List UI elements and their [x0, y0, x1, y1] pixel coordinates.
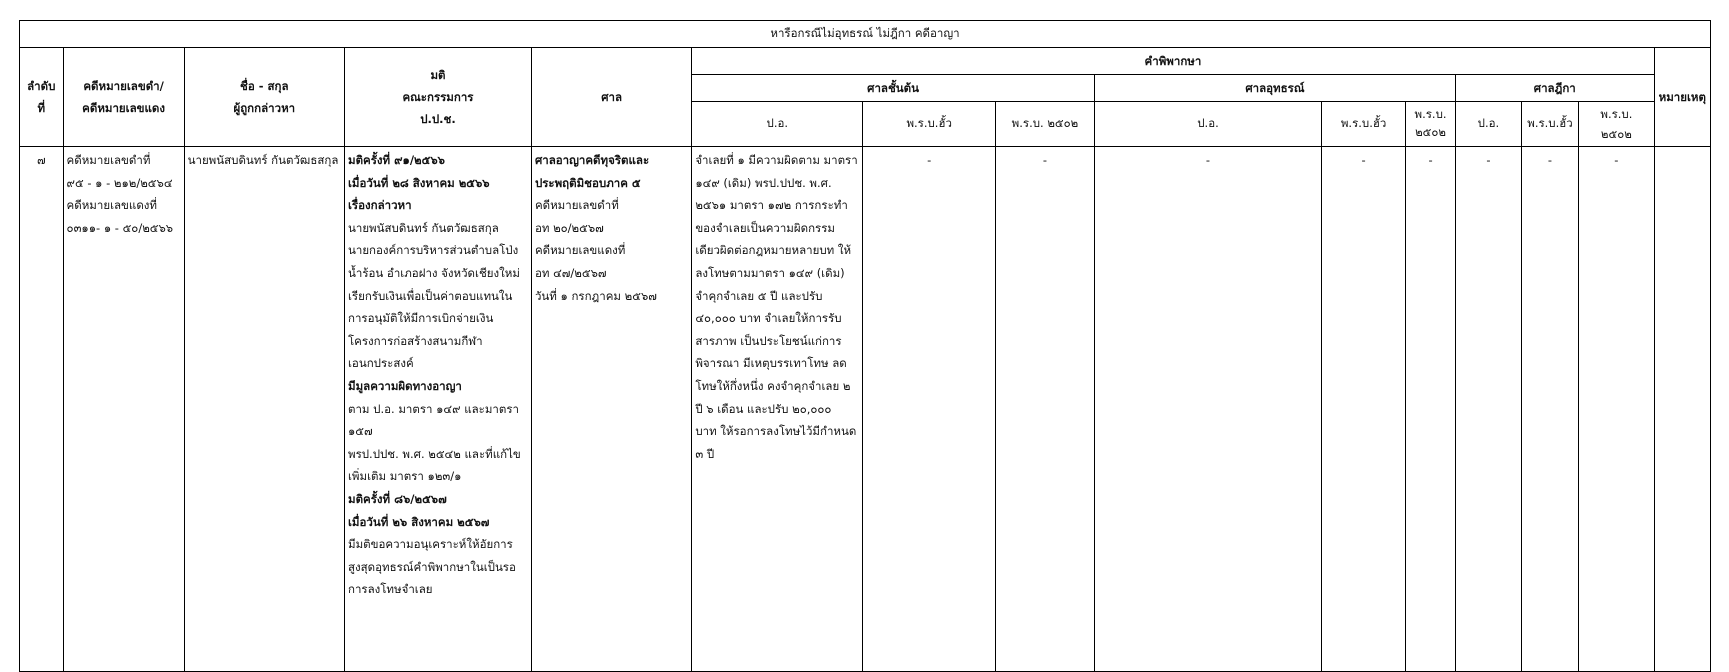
table-caption: หารือกรณีไม่อุทธรณ์ ไม่ฎีกา คดีอาญา [20, 21, 1711, 48]
row-first-2502: - [996, 147, 1095, 672]
header-court-first: ศาลชั้นต้น [692, 75, 1095, 102]
row-remarks [1654, 147, 1710, 672]
row-supreme-old: - [1521, 147, 1578, 672]
row-first-old: - [863, 147, 996, 672]
header-remarks: หมายเหตุ [1654, 48, 1710, 147]
row-supreme-2502: - [1579, 147, 1654, 672]
row-supreme-criminal: - [1455, 147, 1521, 672]
row-appeal-old: - [1322, 147, 1406, 672]
header-case-number: คดีหมายเลขดำ/ คดีหมายเลขแดง [63, 48, 184, 147]
header-court: ศาล [531, 48, 691, 147]
sub-appeal-2502: พ.ร.บ. ๒๕๐๒ [1406, 102, 1456, 147]
sub-first-2502: พ.ร.บ. ๒๕๐๒ [996, 102, 1095, 147]
row-appeal-2502: - [1406, 147, 1456, 672]
sub-first-criminal: ป.อ. [692, 102, 863, 147]
table-row [20, 147, 1711, 672]
row-resolution: มติครั้งที่ ๙๑/๒๕๖๖ เมื่อวันที่ ๒๘ สิงหาคม ๒๕๖๖ เรื่องกล่าวหา นายพนัสบดินทร์ กันตวัฒธสกุล นายกองค์การบริหารส่วนตำบลโป่ง น้ำร้อน อำเภอฝาง จังหวัดเชียงใหม่ เรียกรับเงินเพื่อเป็นค่าตอบแทนใน การอนุมัติให้มีการเบิกจ่ายเงิน โครงการก่อสร้างสนามกีฬา เอนกประสงค์ มีมูลความผิดทางอาญา ตาม ป.อ. มาตรา ๑๔๙ และมาตรา ๑๕๗ พรป.ปปช. พ.ศ. ๒๕๔๒ และที่แก้ไข เพิ่มเติม มาตรา ๑๒๓/๑ มติครั้งที่ ๘๖/๒๕๖๗ เมื่อวันที่ ๒๖ สิงหาคม ๒๕๖๗ มีมติขอความอนุเคราะห์ให้อัยการ สูงสุดอุทธรณ์คำพิพากษาในเป็นรอ การลงโทษจำเลย [345, 147, 532, 672]
row-judgment-first-criminal: จำเลยที่ ๑ มีความผิดตาม มาตรา ๑๔๙ (เดิม) พรป.ปปช. พ.ศ. ๒๕๖๑ มาตรา ๑๗๒ การกระทำ ของจำเลยเป็นความผิดกรรม เดียวผิดต่อกฎหมายหลายบท ให้ ลงโทษตามมาตรา ๑๔๙ (เดิม) จำคุกจำเลย ๕ ปี และปรับ ๔๐,๐๐๐ บาท จำเลยให้การรับ สารภาพ เป็นประโยชน์แก่การ พิจารณา มีเหตุบรรเทาโทษ ลด โทษให้กึ่งหนึ่ง คงจำคุกจำเลย ๒ ปี ๖ เดือน และปรับ ๒๐,๐๐๐ บาท ให้รอการลงโทษไว้มีกำหนด ๓ ปี [692, 147, 863, 672]
sub-first-old: พ.ร.บ.ฮั้ว [863, 102, 996, 147]
row-name: นายพนัสบดินทร์ กันตวัฒธสกุล [184, 147, 344, 672]
row-order: ๗ [20, 147, 64, 672]
header-court-supreme: ศาลฎีกา [1455, 75, 1654, 102]
header-judgment: คำพิพากษา [692, 48, 1654, 75]
case-table [19, 20, 1711, 672]
row-court: ศาลอาญาคดีทุจริตและ ประพฤติมิชอบภาค ๕ คดีหมายเลขดำที่ อท ๒๐/๒๕๖๗ คดีหมายเลขแดงที่ อท ๔๗/๒๕๖๗ วันที่ ๑ กรกฎาคม ๒๕๖๗ [531, 147, 691, 672]
row-appeal-criminal: - [1094, 147, 1321, 672]
row-case-number: คดีหมายเลขดำที่ ๙๕ - ๑ - ๒๑๒/๒๕๖๔ คดีหมายเลขแดงที่ ๐๓๑๑- ๑ - ๕๐/๒๕๖๖ [63, 147, 184, 672]
sub-supreme-old: พ.ร.บ.ฮั้ว [1521, 102, 1578, 147]
sub-supreme-2502: พ.ร.บ. ๒๕๐๒ [1579, 102, 1654, 147]
header-resolution: มติ คณะกรรมการ ป.ป.ช. [345, 48, 532, 147]
header-court-appeal: ศาลอุทธรณ์ [1094, 75, 1455, 102]
sub-appeal-old: พ.ร.บ.ฮั้ว [1322, 102, 1406, 147]
header-order: ลำดับ ที่ [20, 48, 64, 147]
header-name: ชื่อ - สกุล ผู้ถูกกล่าวหา [184, 48, 344, 147]
sub-appeal-criminal: ป.อ. [1094, 102, 1321, 147]
sub-supreme-criminal: ป.อ. [1455, 102, 1521, 147]
